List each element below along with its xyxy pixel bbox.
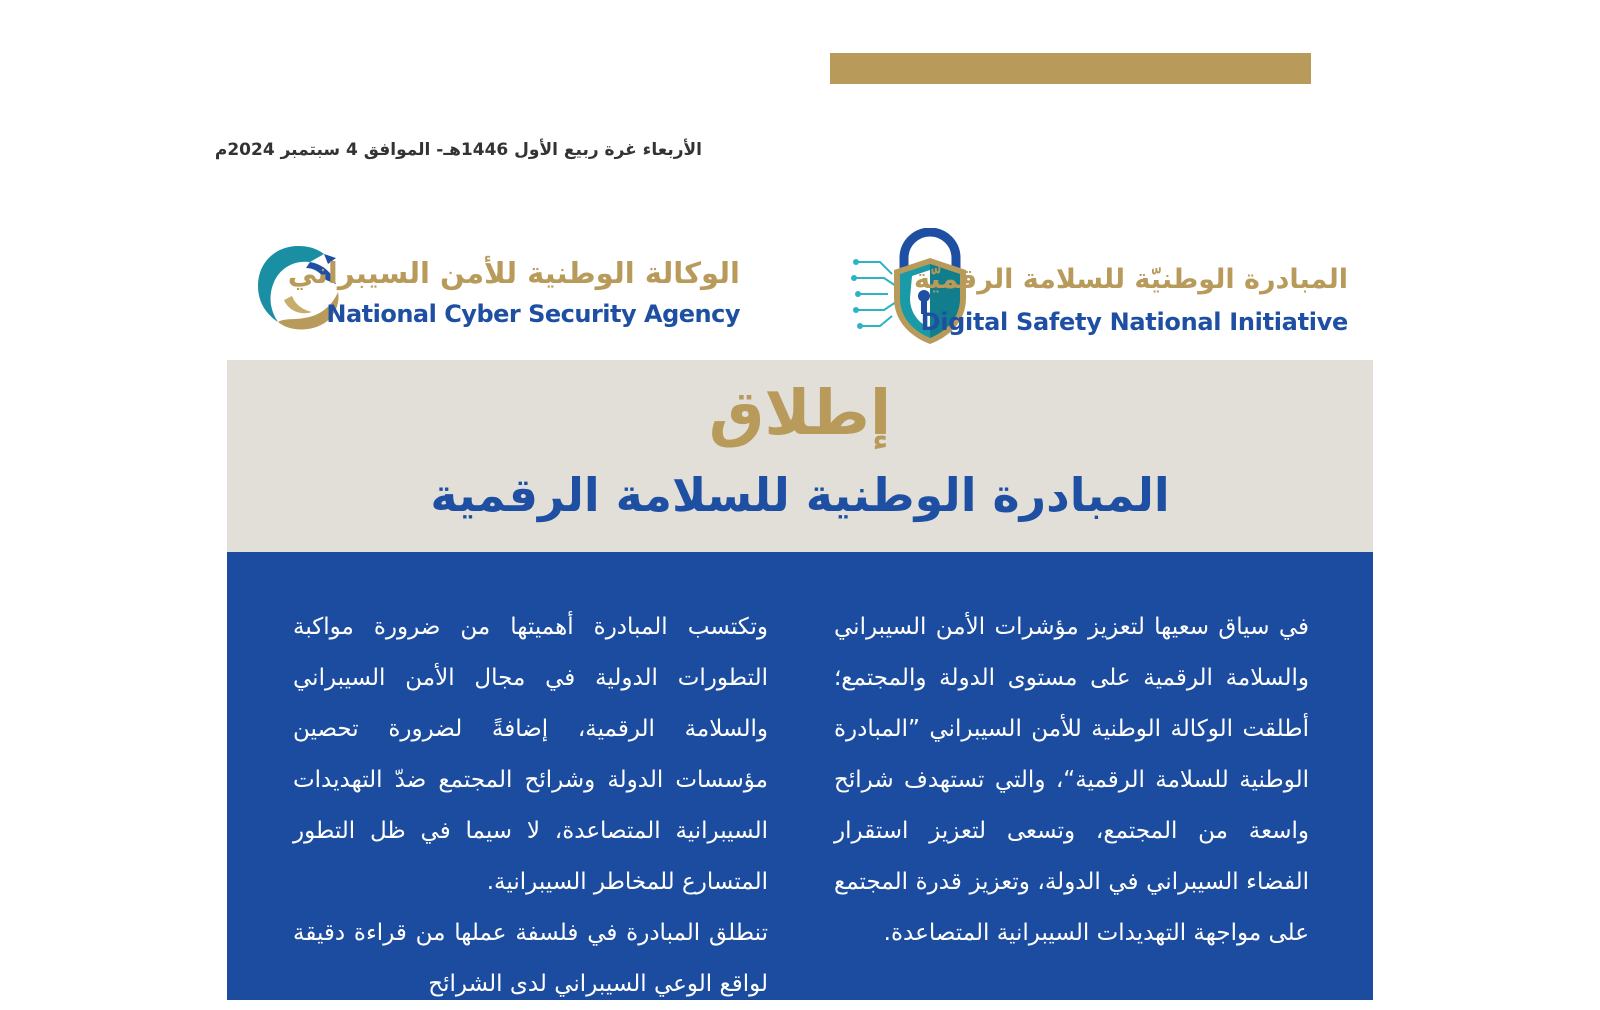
left-text-column	[293, 602, 768, 1010]
agency-logo	[250, 240, 740, 340]
initiative-logo	[850, 228, 1350, 348]
agency-english-name: National Cyber Security Agency	[326, 300, 740, 328]
initiative-english-name: Digital Safety National Initiative	[920, 308, 1348, 336]
right-text-column	[834, 602, 1309, 959]
publication-date: الأربعاء غرة ربيع الأول 1446هـ- الموافق 4 سبتمبر 2024م	[214, 140, 702, 160]
paragraph: في سياق سعيها لتعزيز مؤشرات الأمن السيبراني والسلامة الرقمية على مستوى الدولة والمجتمع؛ أطلقت الوكالة الوطنية للأمن السيبراني ”المبادرة الوطنية للسلامة الرقمية“، والتي تستهدف شرائح واسعة من المجتمع، وتسعى لتعزيز استقرار الفضاء السيبراني في الدولة، وتعزيز قدرة المجتمع على مواجهة التهديدات السيبرانية المتصاعدة.	[834, 614, 1309, 946]
title-band	[227, 360, 1373, 552]
title-kicker: إطلاق	[708, 376, 892, 449]
paragraph: تنطلق المبادرة في فلسفة عملها من قراءة دقيقة لواقع الوعي السيبراني لدى الشرائح	[293, 920, 768, 997]
header-gold-bar	[830, 53, 1311, 84]
paragraph: وتكتسب المبادرة أهميتها من ضرورة مواكبة التطورات الدولية في مجال الأمن السيبراني والسلامة الرقمية، إضافةً لضرورة تحصين مؤسسات الدولة وشرائح المجتمع ضدّ التهديدات السيبرانية المتصاعدة، لا سيما في ظل التطور المتسارع للمخاطر السيبرانية.	[293, 614, 768, 895]
page-title: المبادرة الوطنية للسلامة الرقمية	[430, 468, 1170, 522]
body-section	[227, 552, 1373, 1000]
agency-arabic-name: الوكالة الوطنية للأمن السيبراني	[287, 256, 740, 290]
initiative-arabic-name: المبادرة الوطنيّة للسلامة الرقميّة	[914, 264, 1348, 295]
